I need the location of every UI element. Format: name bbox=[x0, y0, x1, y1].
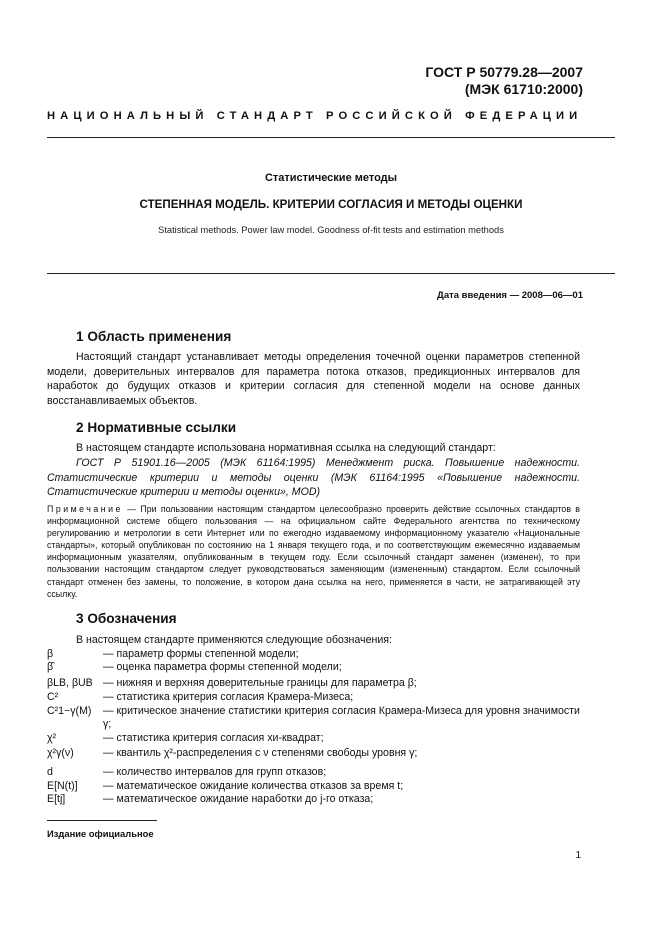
symbol-definition: — математическое ожидание наработки до j-го отказа; bbox=[103, 793, 374, 805]
section-1-heading: 1 Область применения bbox=[76, 329, 232, 344]
symbol: β bbox=[47, 648, 54, 660]
symbol: E[N(t)] bbox=[47, 780, 78, 792]
symbol-row bbox=[47, 747, 580, 760]
symbol-row bbox=[47, 766, 580, 779]
symbol-definition: — критическое значение статистики критерия согласия Крамера-Мизеса для уровня значимости γ; bbox=[103, 705, 580, 731]
title-main: СТЕПЕННАЯ МОДЕЛЬ. КРИТЕРИИ СОГЛАСИЯ И МЕТОДЫ ОЦЕНКИ bbox=[139, 198, 523, 211]
section-1-text: Настоящий стандарт устанавливает методы определения точечной оценки параметров степенной модели, доверительных интервалов для параметра потока отказов, предикционных интервалов для наработок до будущих отказов и критерии согласия для степенной модели на основе данных восстанавливаемых объектов. bbox=[47, 351, 580, 407]
title-rule bbox=[47, 273, 615, 274]
section-2-heading: 2 Нормативные ссылки bbox=[76, 420, 237, 435]
symbol-row bbox=[47, 732, 580, 745]
symbol: βLB, βUB bbox=[47, 677, 93, 689]
symbol-definition: — количество интервалов для групп отказов; bbox=[103, 766, 327, 778]
section-2-note: Примечание — При пользовании настоящим стандартом целесообразно проверить действие ссылочных стандартов в информационной системе общего пользования — на официальном сайте Федерального агентства по техническому регулированию и метрологии в сети Интернет или по ежегодно издаваемому информационному указателю «Национальные стандарты», который опубликован по состоянию на 1 января текущего года, и по соответствующим ежемесячно издаваемым информационным указателям, опубликованным в текущем году. Если ссылочный стандарт заменен (изменен), то при пользовании настоящим стандартом следует руководствоваться заменяющим (измененным) стандартом. Если ссылочный стандарт отменен без замены, то положение, в котором дана ссылка на него, применяется в части, не затрагивающей эту ссылку. bbox=[47, 504, 580, 599]
symbol-definition: — математическое ожидание количества отказов за время t; bbox=[103, 780, 404, 792]
normative-reference: ГОСТ Р 51901.16—2005 (МЭК 61164:1995) Менеджмент риска. Повышение надежности. Статистические критерии и методы оценки (МЭК 61164:1995 «Повышение надежности. Статистические критерии и методы оценки», MOD) bbox=[47, 457, 580, 499]
title-english: Statistical methods. Power law model. Goodness of-fit tests and estimation methods bbox=[158, 225, 504, 235]
symbol-definition: — квантиль χ²-распределения с ν степенями свободы уровня γ; bbox=[103, 747, 418, 759]
edition-label: Издание официальное bbox=[47, 828, 154, 839]
symbol-definition: — параметр формы степенной модели; bbox=[103, 648, 299, 660]
symbol-definition: — статистика критерия согласия хи-квадрат; bbox=[103, 732, 324, 744]
symbol: χ² bbox=[47, 732, 57, 744]
symbol: d bbox=[47, 766, 53, 778]
symbol-row bbox=[47, 691, 580, 704]
symbol: C²1−γ(M) bbox=[47, 705, 92, 717]
symbol: C² bbox=[47, 691, 59, 703]
symbol: χ²γ(ν) bbox=[47, 747, 74, 759]
symbol: β̂ bbox=[47, 661, 54, 673]
symbol-definition: — оценка параметра формы степенной модели; bbox=[103, 661, 342, 673]
symbol-row bbox=[47, 705, 580, 731]
symbol-row bbox=[47, 661, 580, 674]
symbol-row bbox=[47, 793, 580, 806]
symbol-definition: — нижняя и верхняя доверительные границы для параметра β; bbox=[103, 677, 417, 689]
standard-code: ГОСТ Р 50779.28—2007 bbox=[425, 64, 583, 80]
page-number: 1 bbox=[575, 850, 581, 861]
national-standard-banner: НАЦИОНАЛЬНЫЙ СТАНДАРТ РОССИЙСКОЙ ФЕДЕРАЦИИ bbox=[47, 110, 583, 122]
iec-code: (МЭК 61710:2000) bbox=[464, 81, 583, 97]
section-2-text: В настоящем стандарте использована нормативная ссылка на следующий стандарт: bbox=[76, 442, 496, 454]
header-rule bbox=[47, 137, 615, 138]
title-group: Статистические методы bbox=[264, 172, 398, 184]
section-3-heading: 3 Обозначения bbox=[76, 611, 177, 626]
footer-rule bbox=[47, 820, 157, 821]
symbol-row bbox=[47, 648, 580, 661]
symbol: E[tj] bbox=[47, 793, 66, 805]
symbol-definition: — статистика критерия согласия Крамера-Мизеса; bbox=[103, 691, 354, 703]
section-3-intro: В настоящем стандарте применяются следующие обозначения: bbox=[76, 634, 392, 646]
symbol-row bbox=[47, 780, 580, 793]
introduction-date: Дата введения — 2008—06—01 bbox=[437, 290, 583, 301]
symbol-row bbox=[47, 677, 580, 690]
